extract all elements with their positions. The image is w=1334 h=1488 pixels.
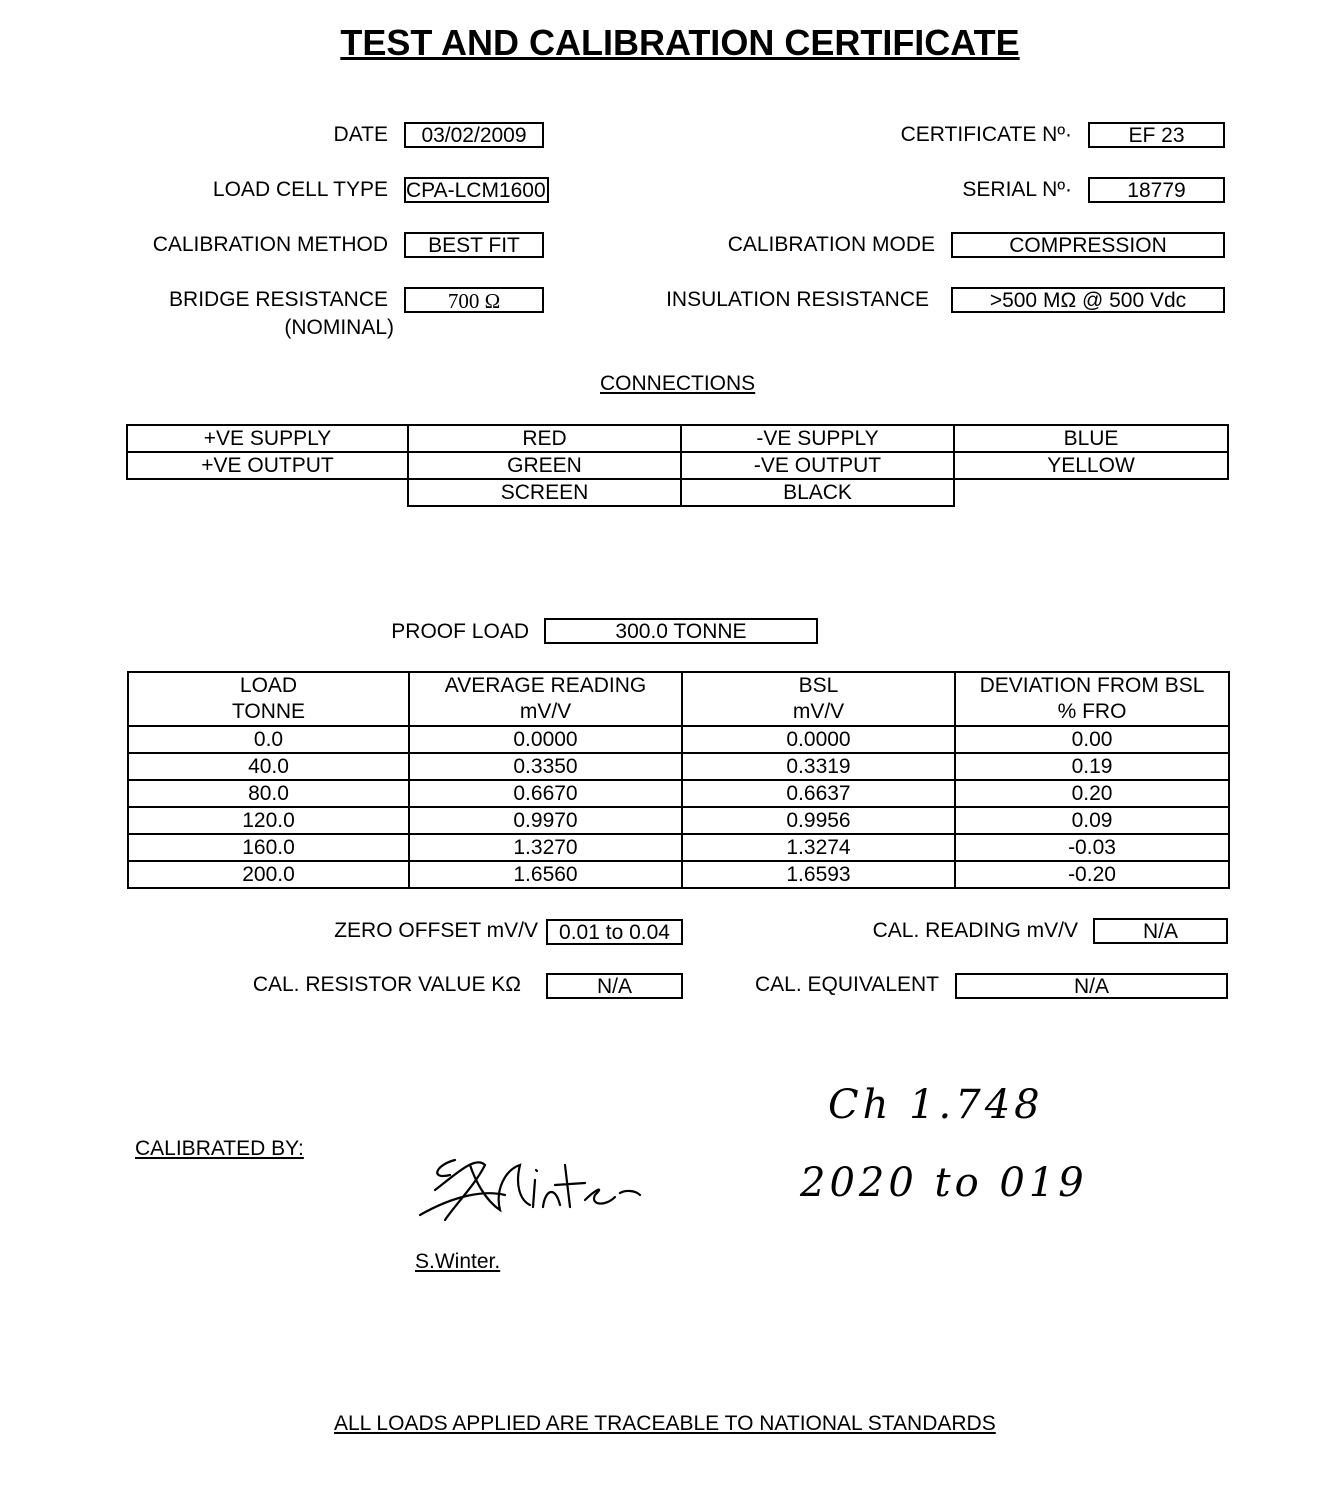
calibration-header-row xyxy=(128,672,1229,699)
table-row xyxy=(128,753,1229,780)
calibration-mode-value: COMPRESSION xyxy=(951,232,1225,258)
connections-row xyxy=(127,425,1228,452)
table-row xyxy=(128,834,1229,861)
certificate-no-label: CERTIFICATE Nº· xyxy=(900,123,1072,146)
zero-offset-value: 0.01 to 0.04 xyxy=(546,919,683,945)
bsl-cell: 0.6637 xyxy=(682,780,955,807)
insulation-resistance-value: >500 MΩ @ 500 Vdc xyxy=(951,287,1225,313)
bsl-cell: 0.0000 xyxy=(682,726,955,753)
zero-offset-label: ZERO OFFSET mV/V xyxy=(334,919,538,942)
average-reading-cell: 0.3350 xyxy=(409,753,682,780)
table-row xyxy=(128,780,1229,807)
connection-cell: GREEN xyxy=(408,452,681,479)
calibration-method-value: BEST FIT xyxy=(404,232,544,258)
proof-load-label: PROOF LOAD xyxy=(391,620,529,643)
load-cell: 80.0 xyxy=(128,780,409,807)
bsl-cell: 1.3274 xyxy=(682,834,955,861)
connection-cell: -VE OUTPUT xyxy=(681,452,954,479)
load-cell: 200.0 xyxy=(128,861,409,888)
load-cell: 120.0 xyxy=(128,807,409,834)
deviation-cell: 0.20 xyxy=(955,780,1229,807)
load-cell-type-value: CPA-LCM1600 xyxy=(404,177,549,203)
connections-heading: CONNECTIONS xyxy=(600,372,756,395)
connections-row xyxy=(127,479,1228,506)
connection-cell: -VE SUPPLY xyxy=(681,425,954,452)
connections-row xyxy=(127,452,1228,479)
connection-cell: +VE SUPPLY xyxy=(127,425,408,452)
signature-image xyxy=(415,1135,665,1235)
average-reading-cell: 0.6670 xyxy=(409,780,682,807)
column-unit: mV/V xyxy=(409,699,682,726)
table-row xyxy=(128,861,1229,888)
deviation-cell: 0.09 xyxy=(955,807,1229,834)
bsl-cell: 0.9956 xyxy=(682,807,955,834)
serial-no-value: 18779 xyxy=(1088,177,1225,203)
connection-cell-empty xyxy=(954,479,1228,506)
average-reading-cell: 1.3270 xyxy=(409,834,682,861)
column-header: BSL xyxy=(682,672,955,699)
column-unit: TONNE xyxy=(128,699,409,726)
cal-equivalent-label: CAL. EQUIVALENT xyxy=(755,973,939,996)
cal-resistor-value: N/A xyxy=(546,973,683,999)
connection-cell-empty xyxy=(127,479,408,506)
deviation-cell: -0.20 xyxy=(955,861,1229,888)
calibrated-by-label: CALIBRATED BY: xyxy=(135,1137,304,1160)
connection-cell: +VE OUTPUT xyxy=(127,452,408,479)
bridge-resistance-value: 700 Ω xyxy=(404,287,544,313)
column-header: DEVIATION FROM BSL xyxy=(955,672,1229,699)
connection-cell: BLACK xyxy=(681,479,954,506)
bsl-cell: 0.3319 xyxy=(682,753,955,780)
date-label: DATE xyxy=(333,123,388,146)
column-header: LOAD xyxy=(128,672,409,699)
table-row xyxy=(128,726,1229,753)
traceability-footer: ALL LOADS APPLIED ARE TRACEABLE TO NATIONAL STANDARDS xyxy=(334,1412,996,1435)
serial-no-label: SERIAL Nº· xyxy=(962,178,1072,201)
load-cell: 160.0 xyxy=(128,834,409,861)
certificate-title: TEST AND CALIBRATION CERTIFICATE xyxy=(340,22,1020,63)
connection-cell: YELLOW xyxy=(954,452,1228,479)
handwritten-note-line2: 2020 to 019 xyxy=(800,1160,1088,1206)
cal-resistor-label: CAL. RESISTOR VALUE KΩ xyxy=(252,973,521,996)
calibration-method-label: CALIBRATION METHOD xyxy=(152,233,388,256)
bsl-cell: 1.6593 xyxy=(682,861,955,888)
cal-reading-value: N/A xyxy=(1093,918,1228,944)
bridge-resistance-sublabel: (NOMINAL) xyxy=(284,316,394,339)
cal-equivalent-value: N/A xyxy=(955,973,1228,999)
load-cell: 0.0 xyxy=(128,726,409,753)
calibration-mode-label: CALIBRATION MODE xyxy=(727,233,935,256)
bridge-resistance-label: BRIDGE RESISTANCE xyxy=(169,288,388,311)
load-cell: 40.0 xyxy=(128,753,409,780)
average-reading-cell: 1.6560 xyxy=(409,861,682,888)
calibrator-name: S.Winter. xyxy=(415,1250,501,1273)
average-reading-cell: 0.0000 xyxy=(409,726,682,753)
deviation-cell: 0.19 xyxy=(955,753,1229,780)
load-cell-type-label: LOAD CELL TYPE xyxy=(212,178,388,201)
average-reading-cell: 0.9970 xyxy=(409,807,682,834)
cal-reading-label: CAL. READING mV/V xyxy=(872,919,1078,942)
proof-load-value: 300.0 TONNE xyxy=(544,618,818,644)
calibration-header-row xyxy=(128,699,1229,726)
certificate-no-value: EF 23 xyxy=(1088,122,1225,148)
connection-cell: RED xyxy=(408,425,681,452)
column-header: AVERAGE READING xyxy=(409,672,682,699)
calibration-table xyxy=(127,671,1230,889)
connection-cell: BLUE xyxy=(954,425,1228,452)
connection-cell: SCREEN xyxy=(408,479,681,506)
column-unit: % FRO xyxy=(955,699,1229,726)
date-value: 03/02/2009 xyxy=(404,122,544,148)
deviation-cell: -0.03 xyxy=(955,834,1229,861)
column-unit: mV/V xyxy=(682,699,955,726)
deviation-cell: 0.00 xyxy=(955,726,1229,753)
connections-table xyxy=(126,424,1229,507)
handwritten-note-line1: Ch 1.748 xyxy=(828,1082,1044,1128)
insulation-resistance-label: INSULATION RESISTANCE xyxy=(666,288,929,311)
table-row xyxy=(128,807,1229,834)
